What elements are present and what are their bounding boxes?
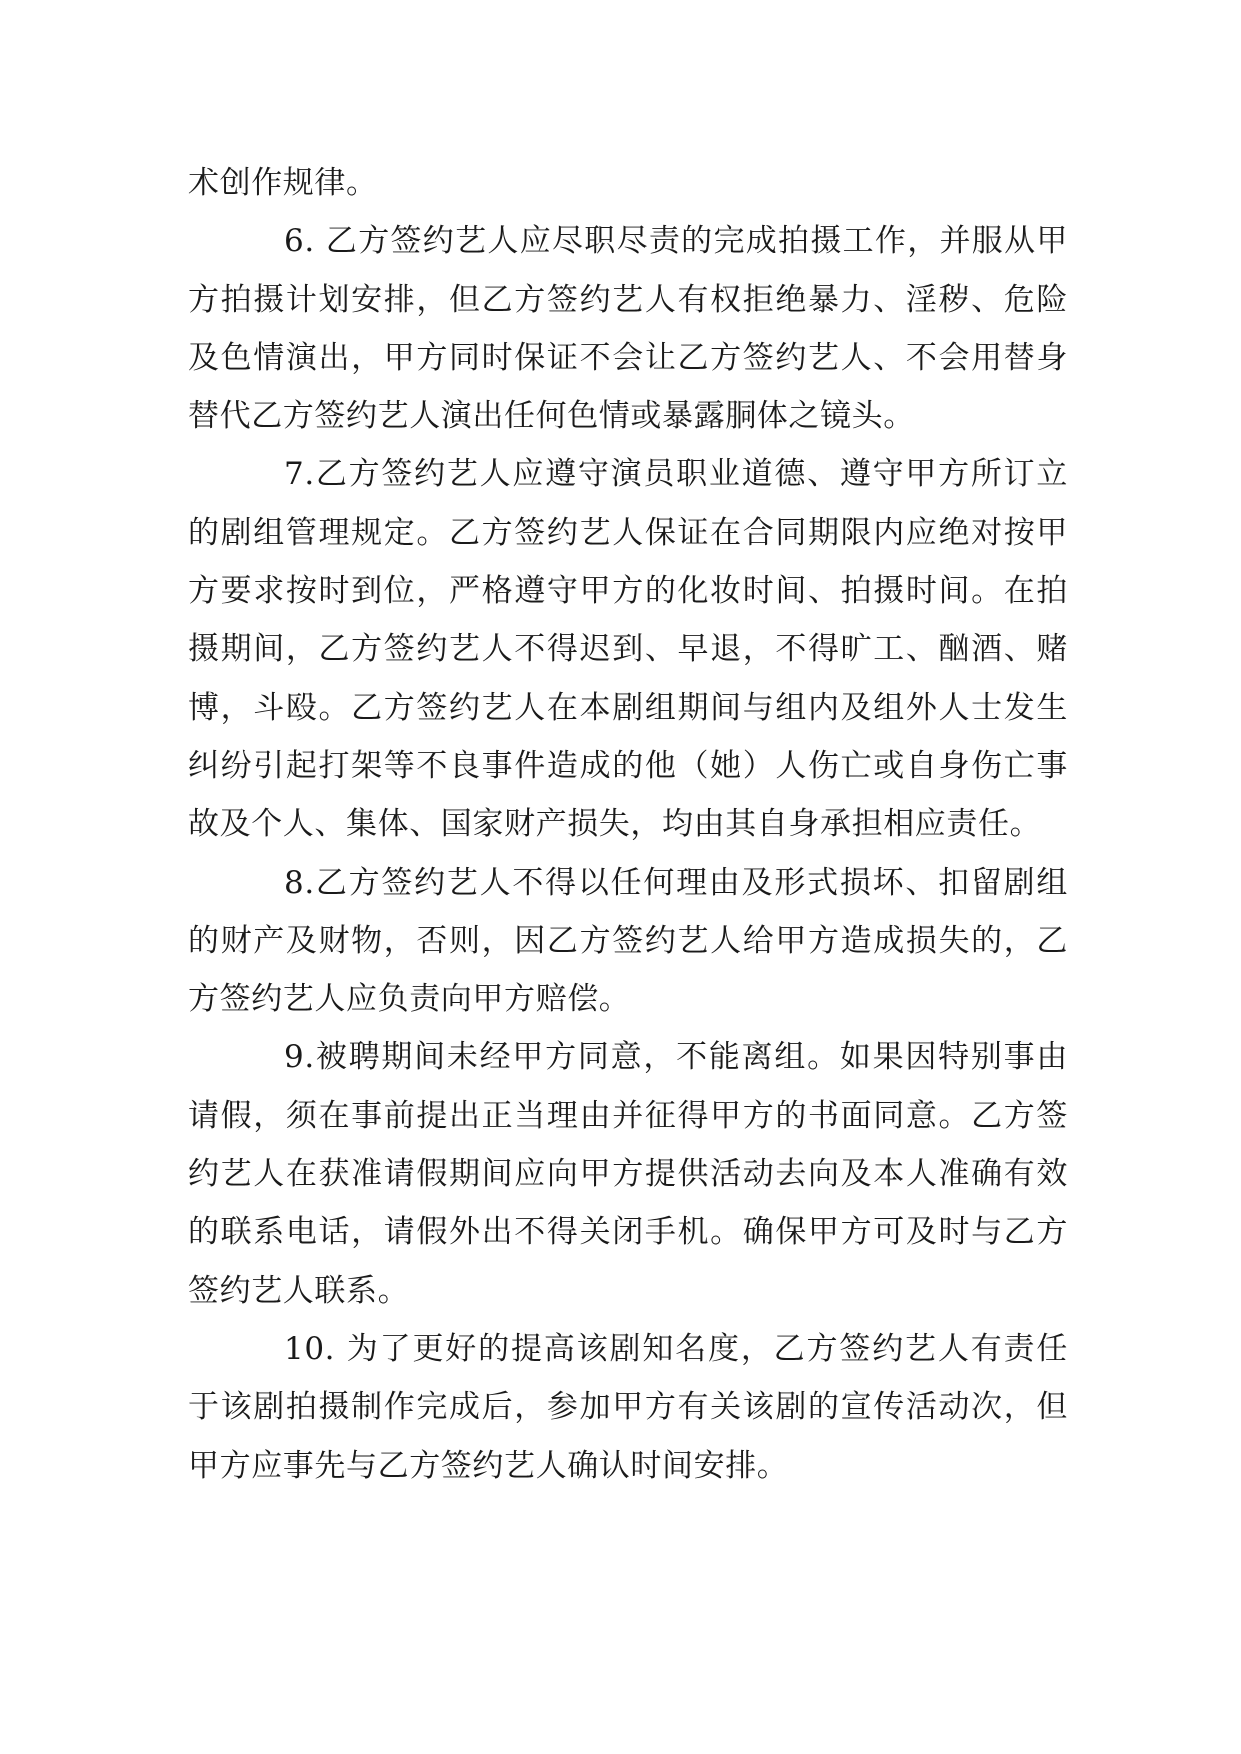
paragraph-clause-6: 6. 乙方签约艺人应尽职尽责的完成拍摄工作，并服从甲方拍摄计划安排，但乙方签约艺人有权拒绝暴力、淫秽、危险及色情演出，甲方同时保证不会让乙方签约艺人、不会用替身替代乙方签约艺人演出任何色情或暴露胴体之镜头。 xyxy=(188,223,1068,435)
document-body xyxy=(188,154,1068,1495)
paragraph-clause-10: 10. 为了更好的提高该剧知名度，乙方签约艺人有责任于该剧拍摄制作完成后，参加甲方有关该剧的宣传活动次，但甲方应事先与乙方签约艺人确认时间安排。 xyxy=(188,1330,1068,1484)
paragraph-clause-7: 7.乙方签约艺人应遵守演员职业道德、遵守甲方所订立的剧组管理规定。乙方签约艺人保证在合同期限内应绝对按甲方要求按时到位，严格遵守甲方的化妆时间、拍摄时间。在拍摄期间，乙方签约艺人不得迟到、早退，不得旷工、酗酒、赌博，斗殴。乙方签约艺人在本剧组期间与组内及组外人士发生纠纷引起打架等不良事件造成的他（她）人伤亡或自身伤亡事故及个人、集体、国家财产损失，均由其自身承担相应责任。 xyxy=(188,456,1068,843)
paragraph-clause-8: 8.乙方签约艺人不得以任何理由及形式损坏、扣留剧组的财产及财物，否则，因乙方签约艺人给甲方造成损失的，乙方签约艺人应负责向甲方赔偿。 xyxy=(188,864,1068,1018)
paragraph-continuation: 术创作规律。 xyxy=(188,165,378,201)
paragraph-clause-9: 9.被聘期间未经甲方同意，不能离组。如果因特别事由请假，须在事前提出正当理由并征得甲方的书面同意。乙方签约艺人在获准请假期间应向甲方提供活动去向及本人准确有效的联系电话，请假外出不得关闭手机。确保甲方可及时与乙方签约艺人联系。 xyxy=(188,1039,1068,1309)
